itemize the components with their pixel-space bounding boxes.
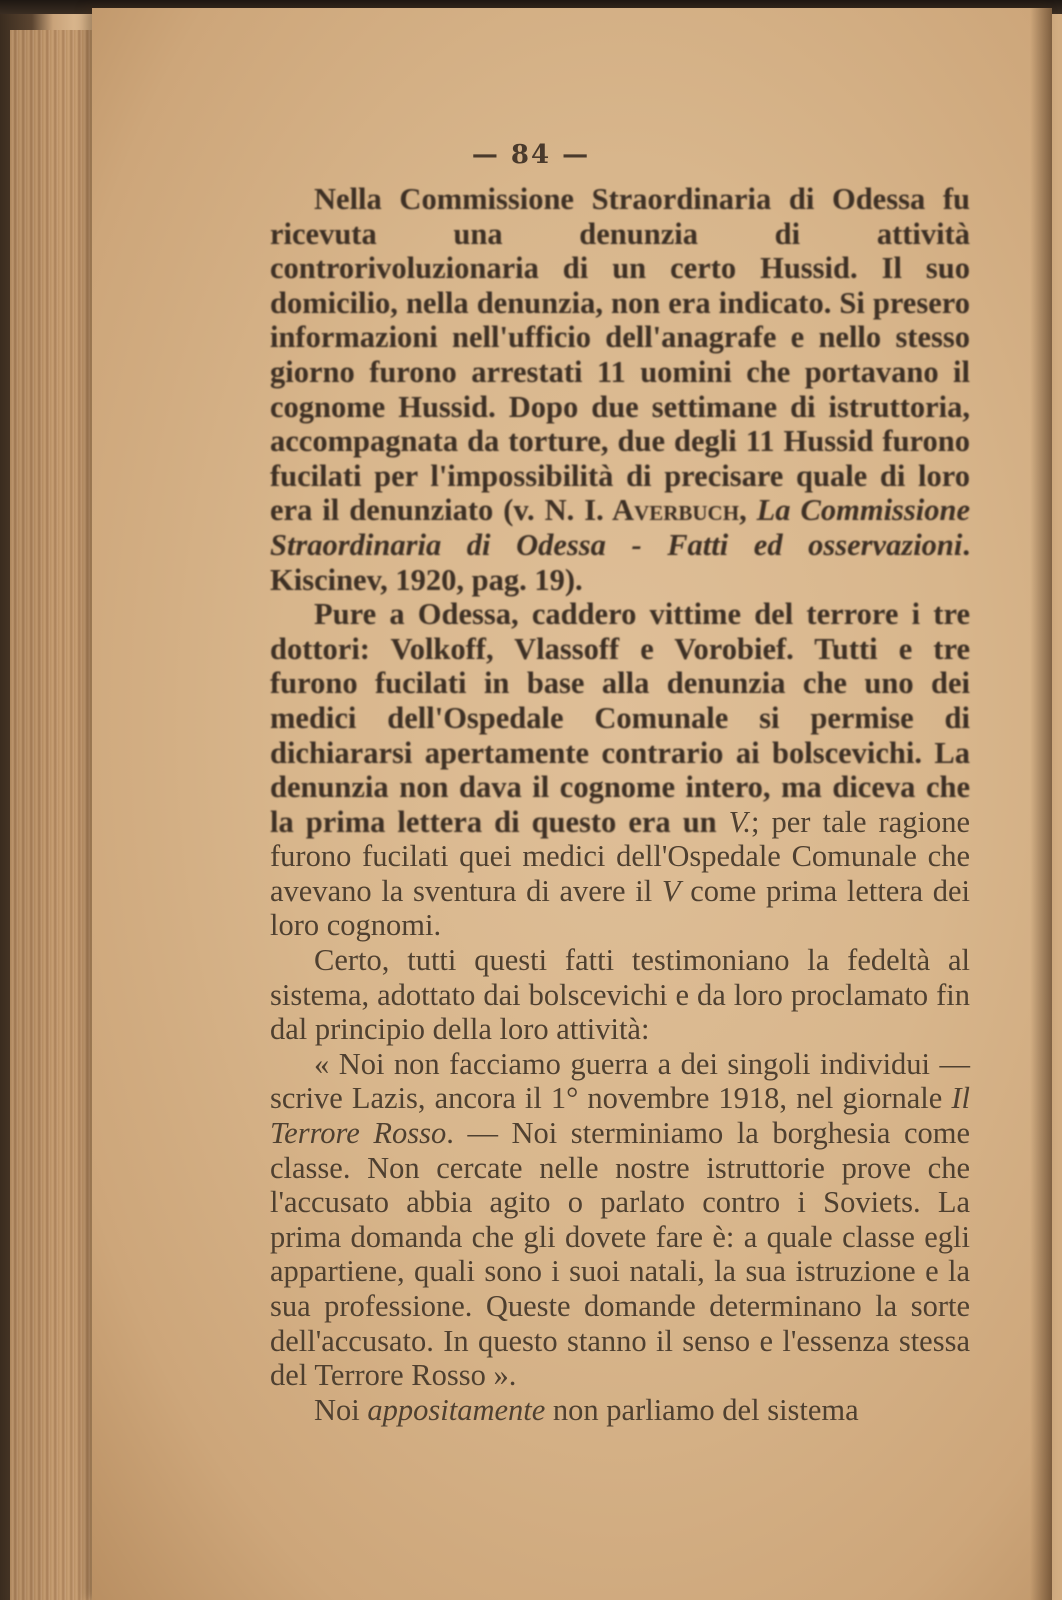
citation-tail: . Kiscinev, 1920, pag. 19). xyxy=(270,527,970,597)
newspaper-title: Il Terrore Rosso xyxy=(270,1081,970,1151)
paragraph-2-text-a: Pure a Odessa, caddero vittime del terrore i tre dottori: Volkoff, Vlassoff e Vorobief. Tutti e tre furono fucilati in base alla denunzia che uno dei medici dell'Ospedale Comunale si permise di dichiararsi apertamente contrario ai bolscevichi. La denunzia non dava il cognome intero, ma diceva che la prima lettera di questo era un xyxy=(270,597,970,839)
body-text xyxy=(270,182,970,1427)
emphasis-word: appositamente xyxy=(367,1392,546,1427)
paragraph-1-text: Nella Commissione Straordinaria di Odessa fu ricevuta una denunzia di attività controrivoluzionaria di un certo Hussid. Il suo domicilio, nella denunzia, non era indicato. Si presero informazioni nell'ufficio dell'anagrafe e nello stesso giorno furono arrestati 11 uomini che portavano il cognome Hussid. Dopo due settimane di istruttoria, accompagnata da torture, due degli 11 Hussid furono fucilati per l'impossibilità di precisare quale di loro era il denunziato (v. xyxy=(270,182,970,528)
paragraph-4-text-a: « Noi non facciamo guerra a dei singoli individui — scrive Lazis, ancora il 1° novembre 1918, nel giornale xyxy=(270,1046,970,1116)
paragraph-5-text-a: Noi xyxy=(314,1392,368,1427)
citation-author: N. I. Averbuch xyxy=(544,493,740,528)
page-number: — 84 — xyxy=(471,140,591,170)
citation-title: La Commissione Straordinaria di Odessa - Fatti ed osservazioni xyxy=(270,493,971,562)
paragraph-system: Certo, tutti questi fatti testimoniano la fedeltà al sistema, adottato dai bolscevichi e da loro proclamato fin dal principio della loro attività: xyxy=(270,943,970,1047)
paragraph-4-text-b: . — Noi sterminiamo la borghesia come classe. Non cercate nelle nostre istruttorie prove che l'accusato abbia agito o parlato contro i Soviets. La prima domanda che gli dovete fare è: a quale classe egli appartiene, quali sono i suoi natali, la sua istruzione e la sua professione. Queste domande determinano la sorte dell'accusato. In questo stanno il senso e l'essenza stessa del Terrore Rosso ». xyxy=(270,1116,971,1393)
paragraph-2-text-b: ; per tale ragione furono fucilati quei medici dell'Ospedale Comunale che avevano la sventura di avere il xyxy=(270,804,970,908)
letter-v-2: V xyxy=(661,873,681,908)
paragraph-closing xyxy=(270,1393,970,1428)
paragraph-5-text-b: non parliamo del sistema xyxy=(545,1392,859,1427)
paragraph-lazis-quote xyxy=(270,1047,970,1393)
letter-v-1: V. xyxy=(728,804,751,839)
paragraph-three-doctors xyxy=(270,597,970,943)
paragraph-2-text-c: come prima lettera dei loro cognomi. xyxy=(270,873,970,943)
paragraph-odessa-hussid: Nella Commissione Straordinaria di Odessa fu ricevuta una denunzia di attività controrivoluzionaria di un certo Hussid. Il suo domicilio, nella denunzia, non era indicato. Si presero informazioni nell'ufficio dell'anagrafe e nello stesso giorno furono arrestati 11 uomini che portavano il cognome Hussid. Dopo due settimane di istruttoria, accompagnata da torture, due degli 11 Hussid furono fucilati per l'impossibilità di precisare quale di loro era il denunziato (v. N. I. Averbuch, La Commissione Straordinaria di Odessa - Fatti ed osservazioni. Kiscinev, 1920, pag. 19). xyxy=(270,182,971,597)
